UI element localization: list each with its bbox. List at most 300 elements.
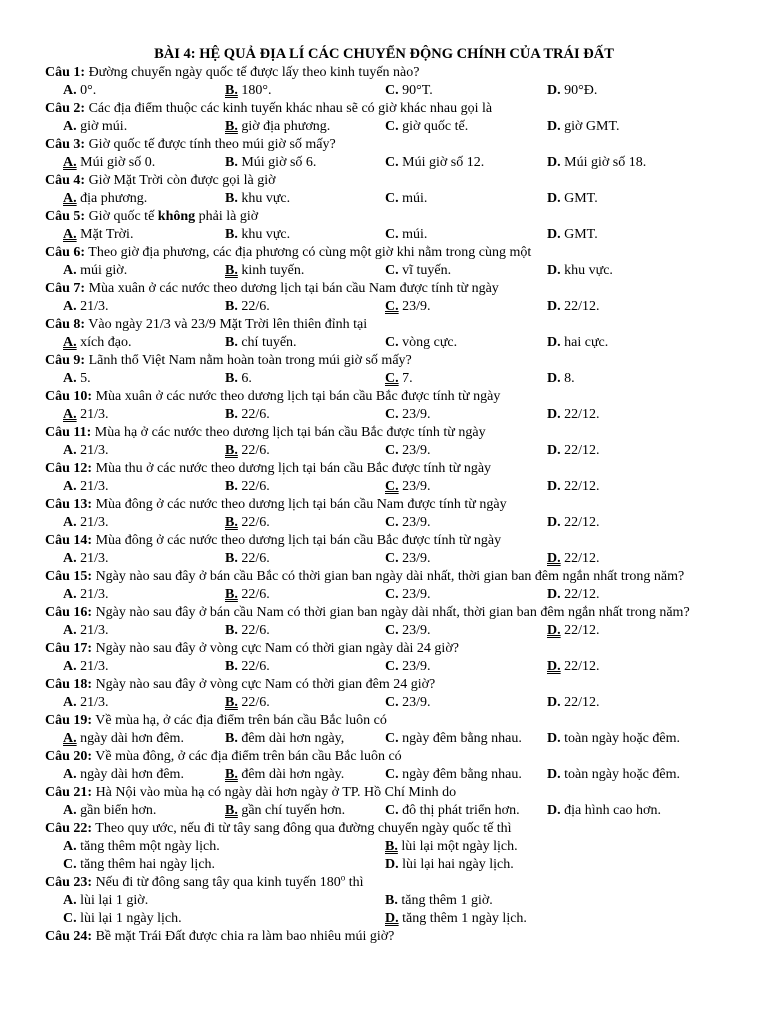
answer-option[interactable] (547, 154, 646, 172)
answer-option[interactable] (547, 82, 597, 100)
options-row (45, 118, 723, 136)
question-text: Mùa đông ở các nước theo dương lịch tại bán cầu Nam được tính từ ngày (92, 497, 507, 512)
question-6 (45, 244, 723, 280)
answer-option[interactable] (63, 514, 109, 532)
question-4 (45, 172, 723, 208)
answer-option[interactable] (225, 226, 290, 244)
option-text: 21/3. (80, 695, 109, 710)
question-17 (45, 640, 723, 676)
question-num: Câu 3: (45, 137, 86, 152)
question-stem (45, 640, 723, 658)
answer-option[interactable] (225, 622, 270, 640)
option-letter: C. (385, 515, 399, 530)
option-text: 23/9. (402, 695, 431, 710)
question-2 (45, 100, 723, 136)
answer-option[interactable] (63, 118, 127, 136)
option-letter: C. (385, 731, 399, 746)
option-letter: C. (385, 695, 399, 710)
option-text: gần biển hơn. (80, 803, 157, 818)
option-text: vĩ tuyến. (402, 263, 452, 278)
answer-option[interactable] (63, 478, 109, 496)
question-text: Về mùa hạ, ở các địa điểm trên bán cầu Bắc luôn có (92, 713, 387, 728)
answer-option[interactable] (63, 856, 215, 874)
answer-option[interactable] (547, 802, 661, 820)
option-text: 22/12. (564, 515, 600, 530)
option-letter: A. (63, 335, 77, 350)
option-letter: B. (225, 335, 238, 350)
question-num: Câu 9: (45, 353, 86, 368)
options-row (45, 802, 723, 820)
question-num: Câu 22: (45, 821, 93, 836)
option-letter: D. (547, 407, 561, 422)
answer-option[interactable] (385, 910, 527, 928)
answer-option[interactable] (385, 190, 427, 208)
answer-option[interactable] (385, 856, 514, 874)
option-text: tăng thêm hai ngày lịch. (80, 857, 216, 872)
option-letter: B. (385, 839, 398, 854)
answer-option[interactable] (225, 154, 316, 172)
option-letter: C. (385, 227, 399, 242)
option-text: 23/9. (402, 587, 431, 602)
options-row (45, 370, 723, 388)
option-letter: A. (63, 263, 77, 278)
answer-option[interactable] (63, 622, 109, 640)
option-letter: C. (385, 803, 399, 818)
option-letter: B. (225, 227, 238, 242)
answer-option[interactable] (547, 406, 600, 424)
option-text: 5. (80, 371, 91, 386)
question-text: Ngày nào sau đây ở vòng cực Nam có thời gian ngày dài 24 giờ? (92, 641, 459, 656)
answer-option[interactable] (63, 190, 147, 208)
answer-option[interactable] (547, 190, 598, 208)
question-22 (45, 820, 723, 874)
option-letter: D. (547, 155, 561, 170)
option-letter: D. (547, 623, 561, 638)
question-text: Mùa xuân ở các nước theo dương lịch tại bán cầu Bắc được tính từ ngày (92, 389, 501, 404)
question-text: Ngày nào sau đây ở bán cầu Bắc có thời gian ban ngày dài nhất, thời gian ban đêm ngắn nhất trong năm? (92, 569, 685, 584)
answer-option[interactable] (547, 442, 600, 460)
option-letter: D. (385, 911, 399, 926)
question-stem (45, 784, 723, 802)
option-letter: B. (225, 623, 238, 638)
question-num: Câu 17: (45, 641, 93, 656)
question-3 (45, 136, 723, 172)
options-row (45, 406, 723, 424)
question-stem (45, 172, 723, 190)
option-letter: C. (385, 659, 399, 674)
answer-option[interactable] (225, 334, 297, 352)
question-12 (45, 460, 723, 496)
option-letter: B. (225, 299, 238, 314)
question-stem (45, 568, 723, 586)
question-num: Câu 2: (45, 101, 86, 116)
option-text: 22/6. (241, 515, 270, 530)
option-letter: B. (225, 443, 238, 458)
option-letter: D. (547, 803, 561, 818)
answer-option[interactable] (63, 442, 109, 460)
answer-option[interactable] (225, 730, 344, 748)
question-num: Câu 6: (45, 245, 86, 260)
question-text: Giờ Mặt Trời còn được gọi là giờ (85, 173, 276, 188)
answer-option[interactable] (63, 658, 109, 676)
answer-option[interactable] (385, 730, 522, 748)
answer-option[interactable] (547, 622, 600, 640)
question-num: Câu 15: (45, 569, 93, 584)
option-text: ngày dài hơn đêm. (80, 767, 184, 782)
answer-option[interactable] (63, 694, 109, 712)
option-letter: B. (225, 695, 238, 710)
option-letter: D. (547, 767, 561, 782)
question-text: Theo giờ địa phương, các địa phương có cùng một giờ khi nằm trong cùng một (85, 245, 532, 260)
question-num: Câu 13: (45, 497, 93, 512)
option-text: 23/9. (402, 407, 431, 422)
question-num: Câu 19: (45, 713, 93, 728)
answer-option[interactable] (63, 406, 109, 424)
question-num: Câu 16: (45, 605, 93, 620)
option-text: 21/3. (80, 623, 109, 638)
option-letter: B. (225, 659, 238, 674)
option-letter: A. (63, 443, 77, 458)
answer-option[interactable] (225, 766, 344, 784)
option-letter: B. (225, 191, 238, 206)
option-text: Múi giờ số 18. (564, 155, 647, 170)
answer-option[interactable] (547, 334, 608, 352)
option-letter: C. (385, 479, 399, 494)
option-letter: D. (547, 191, 561, 206)
question-text: Bề mặt Trái Đất được chia ra làm bao nhiêu múi giờ? (92, 929, 395, 944)
question-1 (45, 64, 723, 100)
option-text: vòng cực. (402, 335, 458, 350)
answer-option[interactable] (547, 370, 575, 388)
answer-option[interactable] (385, 118, 468, 136)
question-stem (45, 244, 723, 262)
answer-option[interactable] (63, 586, 109, 604)
answer-option[interactable] (225, 550, 270, 568)
answer-option[interactable] (385, 478, 431, 496)
answer-option[interactable] (385, 586, 431, 604)
question-text: Theo quy ước, nếu đi từ tây sang đông qua đường chuyển ngày quốc tế thì (92, 821, 512, 836)
question-stem (45, 820, 723, 838)
question-stem (45, 388, 723, 406)
option-letter: A. (63, 659, 77, 674)
option-letter: A. (63, 695, 77, 710)
answer-option[interactable] (63, 154, 155, 172)
option-letter: A. (63, 551, 77, 566)
question-text: Giờ quốc tế (85, 209, 158, 224)
answer-option[interactable] (547, 478, 600, 496)
answer-option[interactable] (63, 262, 127, 280)
option-text: 22/12. (564, 659, 600, 674)
answer-option[interactable] (385, 442, 431, 460)
question-stem (45, 676, 723, 694)
question-text: Mùa xuân ở các nước theo dương lịch tại bán cầu Nam được tính từ ngày (85, 281, 499, 296)
options-row (45, 442, 723, 460)
option-letter: B. (225, 731, 238, 746)
option-letter: D. (547, 479, 561, 494)
option-letter: A. (63, 371, 77, 386)
option-letter: B. (225, 515, 238, 530)
option-letter: B. (225, 407, 238, 422)
answer-option[interactable] (63, 730, 184, 748)
answer-option[interactable] (225, 658, 270, 676)
option-letter: D. (547, 731, 561, 746)
question-stem (45, 874, 723, 892)
option-letter: A. (63, 515, 77, 530)
options-row (45, 154, 723, 172)
option-letter: C. (385, 371, 399, 386)
answer-option[interactable] (225, 190, 290, 208)
question-13 (45, 496, 723, 532)
answer-option[interactable] (225, 514, 270, 532)
option-letter: C. (385, 443, 399, 458)
option-letter: B. (225, 83, 238, 98)
option-letter: C. (385, 767, 399, 782)
options-row (45, 190, 723, 208)
answer-option[interactable] (225, 442, 270, 460)
options-row (45, 262, 723, 280)
option-text: xích đạo. (80, 335, 132, 350)
question-text: Ngày nào sau đây ở bán cầu Nam có thời gian ban ngày dài nhất, thời gian ban đêm ngắn nhất trong năm? (92, 605, 690, 620)
question-21 (45, 784, 723, 820)
question-num: Câu 20: (45, 749, 93, 764)
option-letter: B. (225, 479, 238, 494)
answer-option[interactable] (63, 910, 182, 928)
option-text: 6. (241, 371, 252, 386)
option-text: GMT. (564, 227, 598, 242)
option-text: múi giờ. (80, 263, 128, 278)
answer-option[interactable] (63, 892, 148, 910)
question-stem (45, 604, 723, 622)
option-letter: D. (547, 335, 561, 350)
answer-option[interactable] (385, 892, 493, 910)
answer-option[interactable] (547, 514, 600, 532)
question-stem (45, 136, 723, 154)
options-row (45, 910, 723, 928)
option-letter: D. (547, 695, 561, 710)
option-text: toàn ngày hoặc đêm. (564, 731, 680, 746)
option-text: 22/6. (241, 659, 270, 674)
answer-option[interactable] (225, 406, 270, 424)
question-stem (45, 208, 723, 226)
question-list (45, 64, 723, 946)
answer-option[interactable] (385, 370, 413, 388)
answer-option[interactable] (547, 298, 600, 316)
page-title: BÀI 4: HỆ QUẢ ĐỊA LÍ CÁC CHUYỂN ĐỘNG CHÍNH CỦA TRÁI ĐẤT (154, 46, 614, 62)
answer-option[interactable] (385, 802, 520, 820)
answer-option[interactable] (385, 766, 522, 784)
option-letter: B. (225, 155, 238, 170)
option-letter: D. (547, 587, 561, 602)
answer-option[interactable] (63, 298, 109, 316)
options-row (45, 694, 723, 712)
question-14 (45, 532, 723, 568)
question-text: Ngày nào sau đây ở vòng cực Nam có thời gian đêm 24 giờ? (92, 677, 436, 692)
question-text: Nếu đi từ đông sang tây qua kinh tuyến 180 (92, 875, 341, 890)
option-letter: C. (385, 335, 399, 350)
question-num: Câu 4: (45, 173, 86, 188)
answer-option[interactable] (547, 226, 598, 244)
option-text: 90°Đ. (564, 83, 598, 98)
answer-option[interactable] (385, 658, 431, 676)
option-text: Múi giờ số 12. (402, 155, 485, 170)
option-text: khu vực. (564, 263, 613, 278)
answer-option[interactable] (385, 298, 431, 316)
option-text: 22/6. (241, 407, 270, 422)
answer-option[interactable] (547, 730, 680, 748)
option-text: lùi lại hai ngày lịch. (402, 857, 514, 872)
option-letter: C. (385, 587, 399, 602)
options-row (45, 586, 723, 604)
answer-option[interactable] (225, 802, 345, 820)
answer-option[interactable] (385, 622, 431, 640)
option-letter: D. (547, 227, 561, 242)
answer-option[interactable] (225, 478, 270, 496)
question-num: Câu 11: (45, 425, 92, 440)
option-letter: B. (225, 587, 238, 602)
option-text: 22/12. (564, 623, 600, 638)
question-16 (45, 604, 723, 640)
answer-option[interactable] (547, 118, 620, 136)
question-text: Mùa đông ở các nước theo dương lịch tại bán cầu Bắc được tính từ ngày (92, 533, 502, 548)
option-letter: D. (547, 119, 561, 134)
option-letter: C. (385, 263, 399, 278)
question-stem (45, 928, 723, 946)
option-letter: B. (225, 263, 238, 278)
question-11 (45, 424, 723, 460)
answer-option[interactable] (547, 658, 600, 676)
options-row (45, 892, 723, 910)
option-text: đêm dài hơn ngày. (241, 767, 345, 782)
options-row (45, 82, 723, 100)
answer-option[interactable] (385, 334, 457, 352)
option-text: địa hình cao hơn. (564, 803, 661, 818)
option-letter: C. (63, 857, 77, 872)
option-text: Múi giờ số 0. (80, 155, 156, 170)
answer-option[interactable] (225, 118, 330, 136)
question-7 (45, 280, 723, 316)
options-row (45, 622, 723, 640)
question-text: Lãnh thổ Việt Nam nằm hoàn toàn trong múi giờ số mấy? (85, 353, 412, 368)
answer-option[interactable] (225, 262, 304, 280)
option-text: lùi lại 1 ngày lịch. (80, 911, 182, 926)
option-letter: A. (63, 479, 77, 494)
option-letter: A. (63, 803, 77, 818)
option-letter: C. (385, 623, 399, 638)
option-text: ngày đêm bằng nhau. (402, 731, 522, 746)
option-letter: A. (63, 227, 77, 242)
option-letter: B. (225, 119, 238, 134)
answer-option[interactable] (63, 334, 131, 352)
option-text: GMT. (564, 191, 598, 206)
answer-option[interactable] (385, 406, 431, 424)
answer-option[interactable] (385, 262, 451, 280)
options-row (45, 658, 723, 676)
option-letter: B. (225, 371, 238, 386)
answer-option[interactable] (385, 514, 431, 532)
answer-option[interactable] (385, 226, 427, 244)
question-10 (45, 388, 723, 424)
option-letter: C. (385, 83, 399, 98)
question-stem (45, 280, 723, 298)
worksheet (45, 44, 723, 946)
answer-option[interactable] (547, 262, 613, 280)
answer-option[interactable] (547, 694, 600, 712)
answer-option[interactable] (63, 550, 109, 568)
answer-option[interactable] (385, 838, 518, 856)
answer-option[interactable] (225, 586, 270, 604)
option-letter: B. (225, 767, 238, 782)
option-text: 22/12. (564, 695, 600, 710)
answer-option[interactable] (225, 298, 270, 316)
option-text: 21/3. (80, 659, 109, 674)
option-letter: A. (63, 893, 77, 908)
answer-option[interactable] (63, 370, 91, 388)
option-text: ngày dài hơn đêm. (80, 731, 184, 746)
answer-option[interactable] (225, 694, 270, 712)
question-num: Câu 12: (45, 461, 93, 476)
option-text: Múi giờ số 6. (241, 155, 317, 170)
option-text: Mặt Trời. (80, 227, 134, 242)
option-text: khu vực. (241, 191, 291, 206)
option-text: 23/9. (402, 443, 431, 458)
answer-option[interactable] (63, 766, 184, 784)
option-text: giờ quốc tế. (402, 119, 469, 134)
option-letter: A. (63, 767, 77, 782)
option-letter: D. (385, 857, 399, 872)
option-text: 23/9. (402, 479, 431, 494)
question-stem (45, 460, 723, 478)
option-text: tăng thêm một ngày lịch. (80, 839, 220, 854)
question-sup: o (340, 872, 346, 883)
answer-option[interactable] (385, 550, 431, 568)
option-letter: D. (547, 659, 561, 674)
answer-option[interactable] (385, 154, 484, 172)
option-letter: A. (63, 623, 77, 638)
answer-option[interactable] (547, 586, 600, 604)
question-num: Câu 14: (45, 533, 93, 548)
option-letter: C. (385, 155, 399, 170)
option-letter: D. (547, 299, 561, 314)
answer-option[interactable] (225, 82, 271, 100)
question-stem (45, 64, 723, 82)
option-text: múi. (402, 191, 428, 206)
option-letter: A. (63, 587, 77, 602)
option-letter: A. (63, 83, 77, 98)
option-text: ngày đêm bằng nhau. (402, 767, 522, 782)
answer-option[interactable] (63, 838, 220, 856)
answer-option[interactable] (547, 766, 680, 784)
option-letter: A. (63, 407, 77, 422)
question-24 (45, 928, 723, 946)
answer-option[interactable] (547, 550, 600, 568)
question-18 (45, 676, 723, 712)
answer-option[interactable] (63, 226, 133, 244)
option-text: đô thị phát triển hơn. (402, 803, 520, 818)
answer-option[interactable] (385, 82, 433, 100)
options-row (45, 856, 723, 874)
option-text: khu vực. (241, 227, 291, 242)
option-letter: A. (63, 299, 77, 314)
options-row (45, 766, 723, 784)
answer-option[interactable] (385, 694, 431, 712)
answer-option[interactable] (63, 802, 156, 820)
option-letter: D. (547, 371, 561, 386)
question-text2: phải là giờ (195, 209, 259, 224)
question-text: Đường chuyển ngày quốc tế được lấy theo kinh tuyến nào? (85, 65, 420, 80)
answer-option[interactable] (225, 370, 252, 388)
question-num: Câu 7: (45, 281, 86, 296)
answer-option[interactable] (63, 82, 96, 100)
